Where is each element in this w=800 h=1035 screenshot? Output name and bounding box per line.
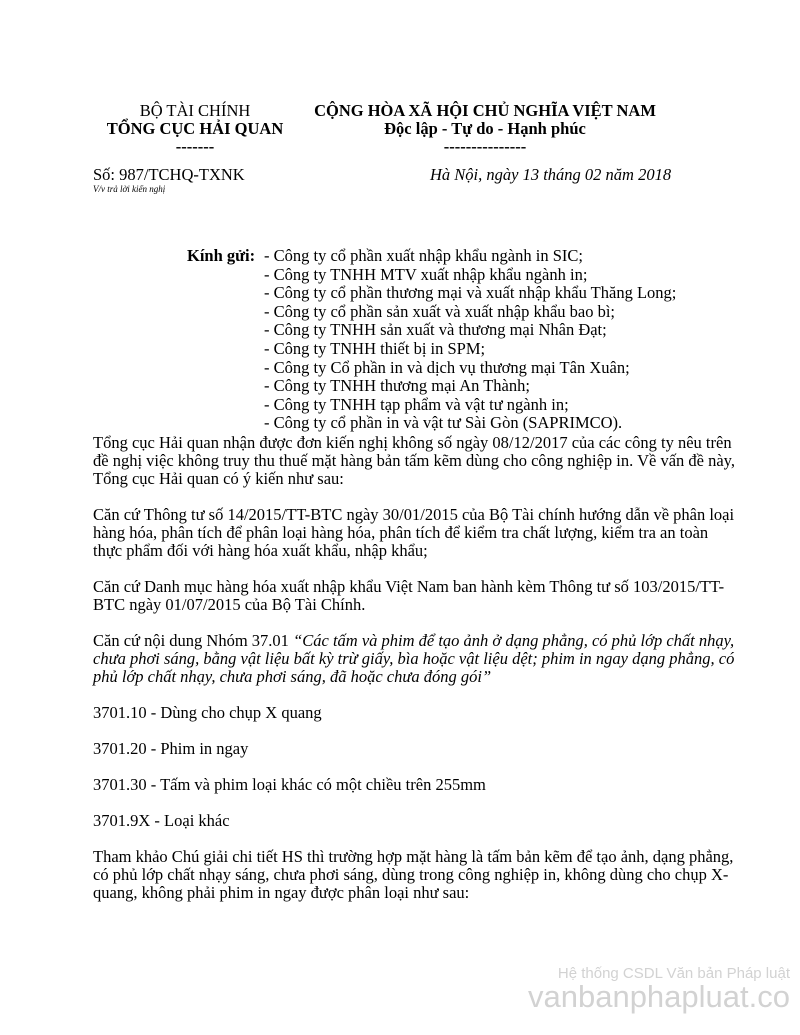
intro-paragraph	[93, 433, 735, 488]
ministry-name: BỘ TÀI CHÍNH	[139, 101, 251, 120]
recipient-item: - Công ty TNHH tạp phẩm và vật tư ngành in;	[264, 394, 569, 414]
text-line: Tổng cục Hải quan có ý kiến như sau:	[93, 469, 344, 488]
text-line: hàng hóa, phân tích để phân loại hàng hóa, phân tích để kiểm tra chất lượng, kiểm tra an toàn	[93, 523, 709, 542]
quoted-heading: phủ lớp chất nhạy, chưa phơi sáng, đã hoặc chưa đóng gói”	[93, 667, 492, 686]
national-motto: Độc lập - Tự do - Hạnh phúc	[384, 119, 586, 138]
hs-code-line: 3701.20 - Phim in ngay	[93, 739, 249, 758]
recipient-item: - Công ty TNHH MTV xuất nhập khẩu ngành in;	[264, 264, 588, 284]
nation-title: CỘNG HÒA XÃ HỘI CHỦ NGHĨA VIỆT NAM	[314, 101, 656, 120]
hs-code-line: 3701.30 - Tấm và phim loại khác có một chiều trên 255mm	[93, 775, 486, 794]
department-name: TỔNG CỤC HẢI QUAN	[106, 119, 284, 138]
text-line: quang, không phải phim in ngay được phân loại như sau:	[93, 883, 470, 902]
document-subject: V/v trả lời kiến nghị	[93, 184, 166, 194]
recipient-item: - Công ty TNHH thương mại An Thành;	[264, 376, 530, 396]
text-line: Tham khảo Chú giải chi tiết HS thì trường hợp mặt hàng là tấm bản kẽm để tạo ảnh, dạng phẳng,	[93, 847, 734, 866]
text-line: BTC ngày 01/07/2015 của Bộ Tài Chính.	[93, 595, 366, 614]
text-line: Căn cứ Danh mục hàng hóa xuất nhập khẩu Việt Nam ban hành kèm Thông tư số 103/2015/TT-	[93, 577, 725, 596]
text-line: đề nghị việc không truy thu thuế mặt hàng bản tấm kẽm dùng cho công nghiệp in. Về vấn đề này,	[93, 451, 735, 470]
quoted-heading: “Các tấm và phim để tạo ảnh ở dạng phẳng, có phủ lớp chất nhạy,	[293, 631, 735, 650]
recipients-label: Kính gửi:	[187, 246, 256, 265]
legal-basis-paragraph	[93, 577, 725, 614]
basis-prefix: Căn cứ nội dung Nhóm 37.01	[93, 631, 294, 650]
recipient-item: - Công ty TNHH sản xuất và thương mại Nhân Đạt;	[264, 320, 607, 340]
heading-37-01-paragraph	[93, 631, 735, 686]
recipient-list	[264, 247, 676, 433]
issuing-agency-block	[80, 102, 310, 156]
recipient-item: - Công ty cổ phần in và vật tư Sài Gòn (SAPRIMCO).	[264, 413, 623, 433]
legal-basis-paragraph	[93, 505, 735, 560]
agency-divider: -------	[175, 137, 215, 156]
document-number: Số: 987/TCHQ-TXNK	[93, 165, 245, 184]
motto-divider: ---------------	[443, 137, 527, 156]
text-line: thực phẩm đối với hàng hóa xuất khẩu, nhập khẩu;	[93, 541, 428, 560]
quoted-heading: chưa phơi sáng, bằng vật liệu bất kỳ trừ giấy, bìa hoặc vật liệu dệt; phim in ngay dạng phẳng, có	[93, 649, 735, 668]
reference-paragraph	[93, 847, 734, 902]
hs-code-line: 3701.9X - Loại khác	[93, 811, 230, 830]
text-line: Căn cứ Thông tư số 14/2015/TT-BTC ngày 30/01/2015 của Bộ Tài chính hướng dẫn về phân loại	[93, 505, 735, 524]
recipient-item: - Công ty cổ phần sản xuất và xuất nhập khẩu bao bì;	[264, 301, 616, 321]
text-line	[93, 631, 735, 650]
watermark-site: vanbanphapluat.co	[527, 979, 790, 1014]
text-line: có phủ lớp chất nhạy sáng, chưa phơi sáng, dùng trong công nghiệp in, không dùng cho chụp X-	[93, 865, 729, 884]
recipient-item: - Công ty cổ phần thương mại và xuất nhập khẩu Thăng Long;	[264, 283, 677, 303]
watermark-caption: Hệ thống CSDL Văn bản Pháp luật	[557, 965, 790, 982]
national-title-block	[300, 102, 670, 156]
recipient-item: - Công ty TNHH thiết bị in SPM;	[264, 338, 486, 358]
document-body	[93, 433, 735, 920]
document-date: Hà Nội, ngày 13 tháng 02 năm 2018	[430, 165, 672, 184]
hs-code-line: 3701.10 - Dùng cho chụp X quang	[93, 703, 322, 722]
recipient-item: - Công ty cổ phần xuất nhập khẩu ngành in SIC;	[264, 246, 583, 265]
text-line: Tổng cục Hải quan nhận được đơn kiến nghị không số ngày 08/12/2017 của các công ty nêu trên	[93, 433, 732, 452]
recipient-item: - Công ty Cổ phần in và dịch vụ thương mại Tân Xuân;	[264, 357, 630, 377]
